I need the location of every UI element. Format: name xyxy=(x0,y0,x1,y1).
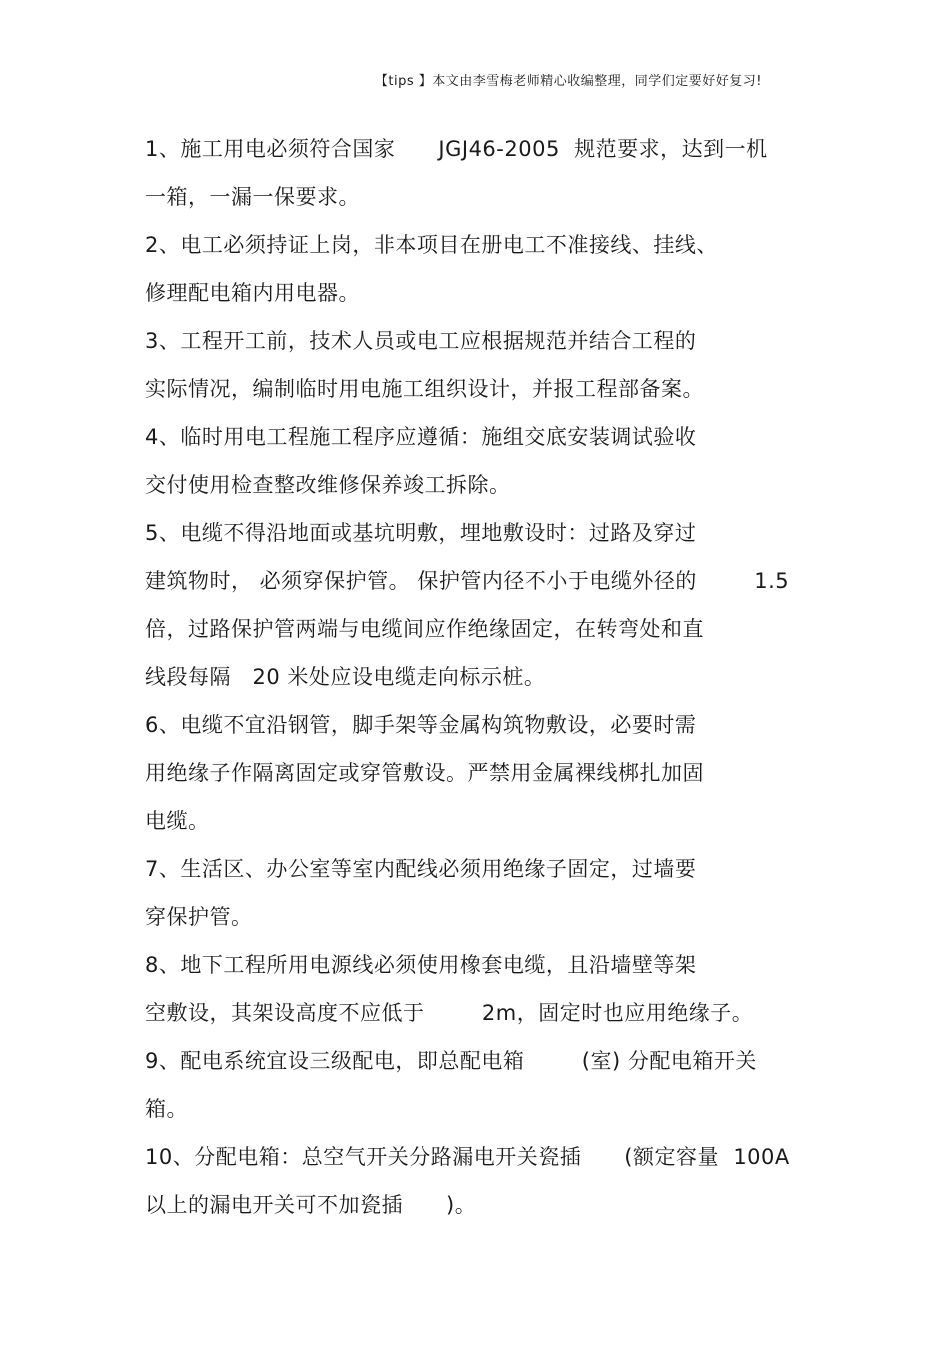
text-line: 实际情况，编制临时用电施工组织设计，并报工程部备案。 xyxy=(145,377,704,401)
text-line: 7、生活区、办公室等室内配线必须用绝缘子固定，过墙要 xyxy=(145,857,697,881)
text-line: 倍，过路保护管两端与电缆间应作绝缘固定，在转弯处和直 xyxy=(145,617,704,641)
text-line: 以上的漏电开关可不加瓷插 )。 xyxy=(145,1193,477,1217)
text-line: 交付使用检查整改维修保养竣工拆除。 xyxy=(145,473,511,497)
text-line: 5、电缆不得沿地面或基坑明敷，埋地敷设时：过路及穿过 xyxy=(145,521,697,545)
text-line: 穿保护管。 xyxy=(145,905,253,929)
document-body xyxy=(145,125,845,1229)
text-line: 1、施工用电必须符合国家 JGJ46-2005 规范要求，达到一机 xyxy=(145,137,768,161)
header-tip: 【tips 】本文由李雪梅老师精心收编整理，同学们定要好好复习! xyxy=(374,74,762,89)
text-line: 用绝缘子作隔离固定或穿管敷设。严禁用金属裸线梆扎加固 xyxy=(145,761,704,785)
text-line: 修理配电箱内用电器。 xyxy=(145,281,360,305)
text-line: 9、配电系统宜设三级配电，即总配电箱 (室) 分配电箱开关 xyxy=(145,1049,757,1073)
text-line: 电缆。 xyxy=(145,809,210,833)
text-line: 一箱，一漏一保要求。 xyxy=(145,185,360,209)
text-line: 6、电缆不宜沿钢管，脚手架等金属构筑物敷设，必要时需 xyxy=(145,713,697,737)
text-line: 2、电工必须持证上岗，非本项目在册电工不准接线、挂线、 xyxy=(145,233,718,257)
text-line: 8、地下工程所用电源线必须使用橡套电缆，且沿墙壁等架 xyxy=(145,953,697,977)
text-line: 10、分配电箱：总空气开关分路漏电开关瓷插 (额定容量 100A xyxy=(145,1145,790,1169)
text-line: 线段每隔 20 米处应设电缆走向标示桩。 xyxy=(145,665,546,689)
text-line: 建筑物时， 必须穿保护管。 保护管内径不小于电缆外径的 1.5 xyxy=(145,569,790,593)
text-line: 箱。 xyxy=(145,1097,188,1121)
text-line: 3、工程开工前，技术人员或电工应根据规范并结合工程的 xyxy=(145,329,697,353)
text-line: 空敷设，其架设高度不应低于 2m，固定时也应用绝缘子。 xyxy=(145,1001,754,1025)
text-line: 4、临时用电工程施工程序应遵循：施组交底安装调试验收 xyxy=(145,425,697,449)
